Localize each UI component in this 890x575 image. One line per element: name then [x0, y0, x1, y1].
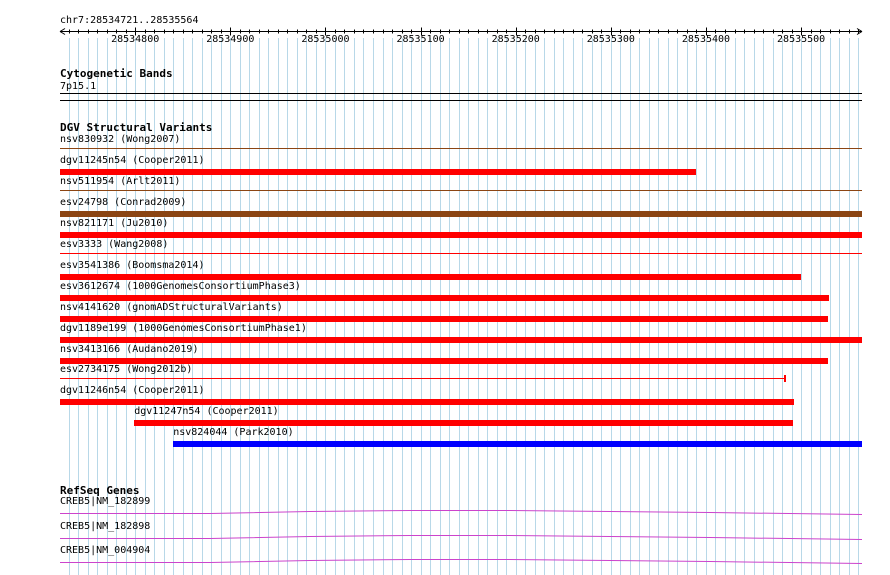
ruler-tick-label: 28534900 — [206, 34, 255, 45]
dgv-feature-bar[interactable] — [60, 378, 785, 379]
dgv-feature-label: dgv11247n54 (Cooper2011) — [134, 406, 279, 418]
dgv-feature-bar[interactable] — [60, 274, 801, 280]
refseq-gene-intron-line[interactable] — [0, 506, 890, 518]
dgv-feature-label: esv3612674 (1000GenomesConsortiumPhase3) — [60, 280, 301, 292]
cytoband-line-top — [60, 93, 862, 94]
ruler-tick-label: 28535100 — [396, 34, 445, 45]
cytoband-line-bottom — [60, 100, 862, 101]
dgv-feature-label: esv3333 (Wang2008) — [60, 238, 169, 250]
dgv-feature-label: nsv824044 (Park2010) — [173, 427, 294, 439]
dgv-feature-label: esv3541386 (Boomsma2014) — [60, 259, 205, 271]
dgv-feature-label: esv24798 (Conrad2009) — [60, 196, 187, 208]
refseq-gene-intron-line[interactable] — [0, 555, 890, 567]
ruler-tick-label: 28535500 — [777, 34, 826, 45]
dgv-feature-label: dgv1189e199 (1000GenomesConsortiumPhase1) — [60, 322, 307, 334]
dgv-feature-label: nsv511954 (Arlt2011) — [60, 175, 181, 187]
dgv-track-title: DGV Structural Variants — [60, 121, 213, 134]
dgv-feature-bar[interactable] — [173, 441, 862, 447]
dgv-feature-label: esv2734175 (Wong2012b) — [60, 364, 193, 376]
ruler-tick-label: 28535300 — [586, 34, 635, 45]
region-label: chr7:28534721..28535564 — [60, 15, 199, 26]
dgv-feature-bar[interactable] — [60, 295, 829, 301]
dgv-feature-bar[interactable] — [60, 399, 794, 405]
cytogenetic-track-title: Cytogenetic Bands — [60, 67, 173, 80]
dgv-feature-bar[interactable] — [60, 232, 862, 238]
ruler-tick-label: 28534800 — [111, 34, 160, 45]
cytoband-label: 7p15.1 — [60, 81, 97, 92]
coordinate-ruler[interactable] — [0, 0, 890, 60]
dgv-feature-bar[interactable] — [60, 358, 828, 364]
dgv-feature-label: nsv3413166 (Audano2019) — [60, 343, 199, 355]
dgv-feature-bar[interactable] — [60, 169, 696, 175]
refseq-gene-intron-line[interactable] — [0, 531, 890, 543]
dgv-feature-bar[interactable] — [60, 253, 862, 254]
refseq-gene-label: CREB5|NM_182899 — [60, 496, 151, 507]
dgv-feature-label: nsv4141620 (gnomADStructuralVariants) — [60, 301, 283, 313]
refseq-gene-label: CREB5|NM_182898 — [60, 520, 151, 532]
refseq-track-title: RefSeq Genes — [60, 484, 140, 497]
dgv-feature-bar[interactable] — [60, 316, 828, 322]
dgv-feature-bar[interactable] — [60, 148, 862, 149]
dgv-feature-bar[interactable] — [134, 420, 793, 426]
dgv-feature-bar[interactable] — [60, 211, 862, 217]
dgv-feature-label: dgv11246n54 (Cooper2011) — [60, 385, 205, 397]
dgv-feature-label: dgv11245n54 (Cooper2011) — [60, 154, 205, 166]
ruler-tick-label: 28535200 — [491, 34, 540, 45]
dgv-feature-label: nsv830932 (Wong2007) — [60, 134, 181, 145]
refseq-gene-label: CREB5|NM_004904 — [60, 545, 151, 556]
dgv-feature-label: nsv821171 (Ju2010) — [60, 217, 169, 229]
ruler-tick-label: 28535000 — [301, 34, 350, 45]
ruler-tick-label: 28535400 — [681, 34, 731, 45]
dgv-feature-bar[interactable] — [60, 190, 862, 191]
dgv-feature-bar[interactable] — [60, 337, 862, 343]
